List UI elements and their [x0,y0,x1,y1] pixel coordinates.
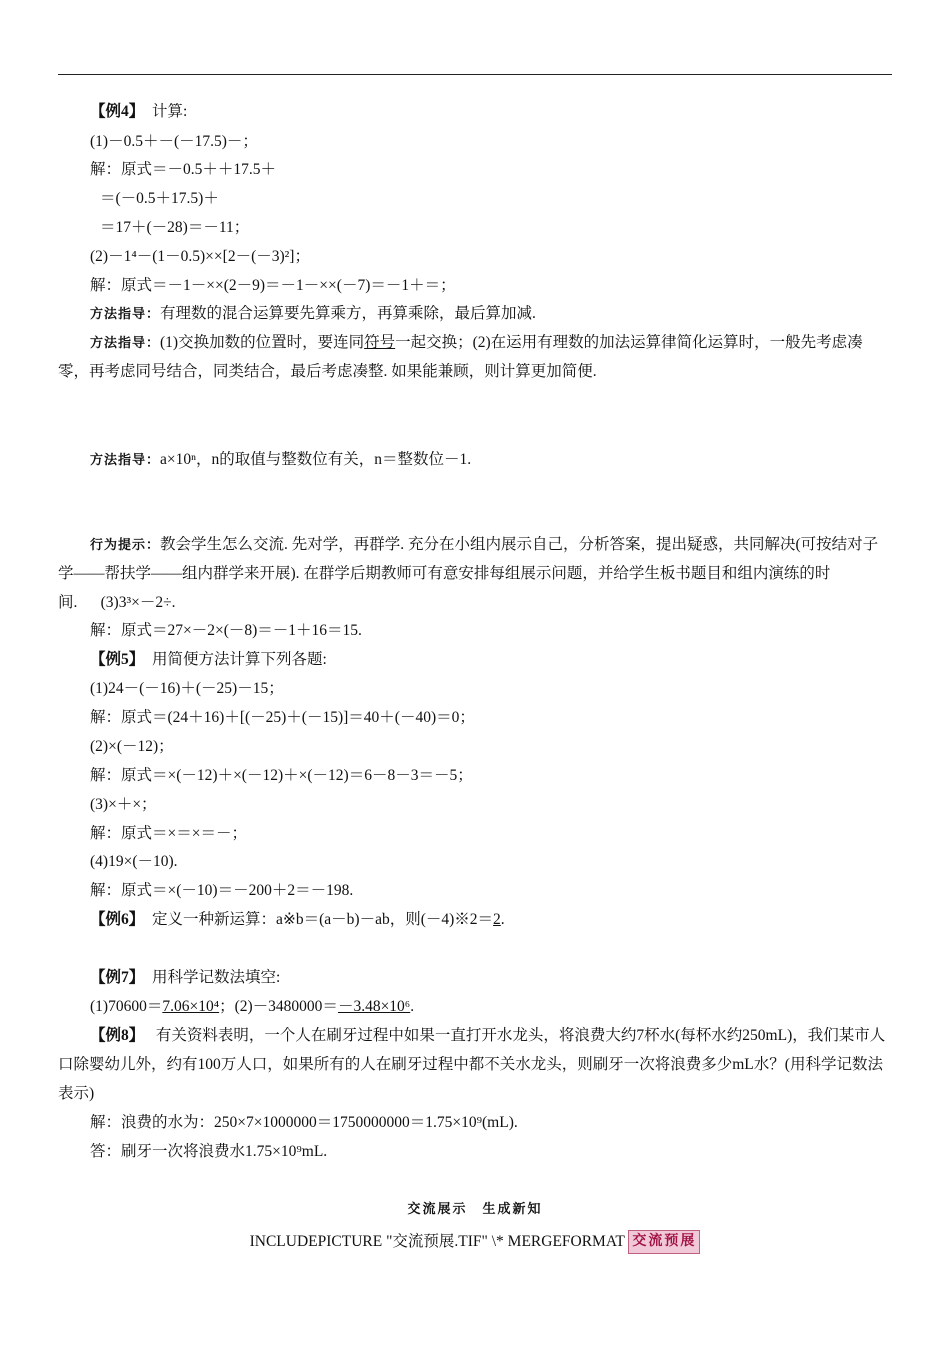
behavior-tip [58,530,892,617]
ex4-s1c: ＝17＋(－28)＝－11； [100,219,250,236]
example-6-answer: 2 [493,911,501,928]
ex8-answer: 答：刷牙一次将浪费水1.75×10⁹mL. [90,1143,328,1160]
guide-label: 方法指导： [90,452,161,467]
ex4-s2: 解：原式＝－1－××(2－9)＝－1－××(－7)＝－1＋＝； [90,277,456,294]
example-7-heading [90,968,280,988]
ex4-s1b: ＝(－0.5＋17.5)＋ [100,190,219,207]
example-5-title: 用简便方法计算下列各题: [152,651,327,668]
ex5-q2: (2)×(－12)； [90,738,174,755]
example-6-text: 定义一种新运算：a※b＝(a－b)－ab，则(－4)※2＝ [152,911,494,928]
guide-text: 有理数的混合运算要先算乘方，再算乘除，最后算加减. [160,305,536,322]
behavior-text: 教会学生怎么交流. 先对学，再群学. 充分在小组内展示自己，分析答案，提出疑惑，共同解决(可按结对子学——帮扶学——组内群学来开展). 在群学后期教师可有意安排每组展示问题，并给学生板书题目和组内演练的时间. [58,536,879,611]
ex8-solution: 解：浪费的水为：250×7×1000000＝1750000000＝1.75×10⁹(mL). [90,1114,518,1131]
example-5-label: 【例5】 [90,651,145,668]
ex7-q: (1)70600＝ [90,998,163,1015]
behavior-label: 行为提示： [90,537,161,552]
example-7-label: 【例7】 [90,969,145,986]
ex7-answer-2: －3.48×10⁶ [337,998,411,1015]
include-field-code: INCLUDEPICTURE "交流预展.TIF" \* MERGEFORMAT [249,1233,625,1250]
ex5-s1: 解：原式＝(24＋16)＋[(－25)＋(－15)]＝40＋(－40)＝0； [90,709,475,726]
example-4-label: 【例4】 [90,103,145,120]
method-guide-3 [90,450,471,470]
example-6-label: 【例6】 [90,911,145,928]
method-guide-2 [58,328,892,386]
ex5-q4: (4)19×(－10). [90,853,178,870]
exchange-badge: 交流预展 [628,1230,700,1254]
guide-text: a×10ⁿ，n的取值与整数位有关，n＝整数位－1. [160,451,472,468]
include-picture-line [0,1230,950,1254]
ex4-s3: 解：原式＝27×－2×(－8)＝－1＋16＝15. [90,622,362,639]
top-rule [58,74,892,75]
example-8 [58,1021,892,1108]
method-guide-1 [90,304,536,324]
ex5-s3: 解：原式＝×＝×＝－； [90,825,247,842]
ex4-q1: (1)－0.5＋－(－17.5)－； [90,133,258,150]
guide-text-part1: (1)交换加数的位置时，要连同 [160,334,365,351]
guide-text-part2: 一起交换；(2)在运用有理数的加法运算律简化运算时，一般先考虑凑零，再考虑同号结合，同类结合，最后考虑凑整. 如果能兼顾，则计算更加简便. [58,334,863,380]
ex4-s1a: 解：原式＝－0.5＋＋17.5＋ [90,161,277,178]
example-6-end: . [500,911,505,928]
ex5-q1: (1)24－(－16)＋(－25)－15； [90,680,284,697]
ex7-answer-1: 7.06×10⁴ [162,998,220,1015]
example-8-text: 有关资料表明，一个人在刷牙过程中如果一直打开水龙头，将浪费大约7杯水(每杯水约250mL)，我们某市人口除婴幼儿外，约有100万人口，如果所有的人在刷牙过程中都不关水龙头，则刷牙一次将浪费多少mL水？(用科学记数法表示) [58,1027,886,1102]
ex7-line [90,997,414,1017]
guide-label: 方法指导： [90,306,161,321]
ex4-q3: (3)3³×－2÷. [100,594,176,611]
ex5-s4: 解：原式＝×(－10)＝－200＋2＝－198. [90,882,354,899]
example-6 [90,910,505,930]
example-4-heading [90,102,187,122]
guide-label: 方法指导： [90,335,161,350]
example-5-heading [90,650,327,670]
section-title: 交流展示 生成新知 [407,1201,543,1216]
ex7-mid: ；(2)－3480000＝ [219,998,338,1015]
ex7-end: . [410,998,415,1015]
ex4-q2: (2)－1⁴－(1－0.5)××[2－(－3)²]； [90,248,310,265]
guide-underlined-word: 符号 [364,334,396,351]
example-8-label: 【例8】 [90,1027,145,1044]
ex5-s2: 解：原式＝×(－12)＋×(－12)＋×(－12)＝6－8－3＝－5； [90,767,473,784]
ex5-q3: (3)×＋×； [90,796,157,813]
example-7-title: 用科学记数法填空: [152,969,281,986]
example-4-title: 计算: [152,103,188,120]
